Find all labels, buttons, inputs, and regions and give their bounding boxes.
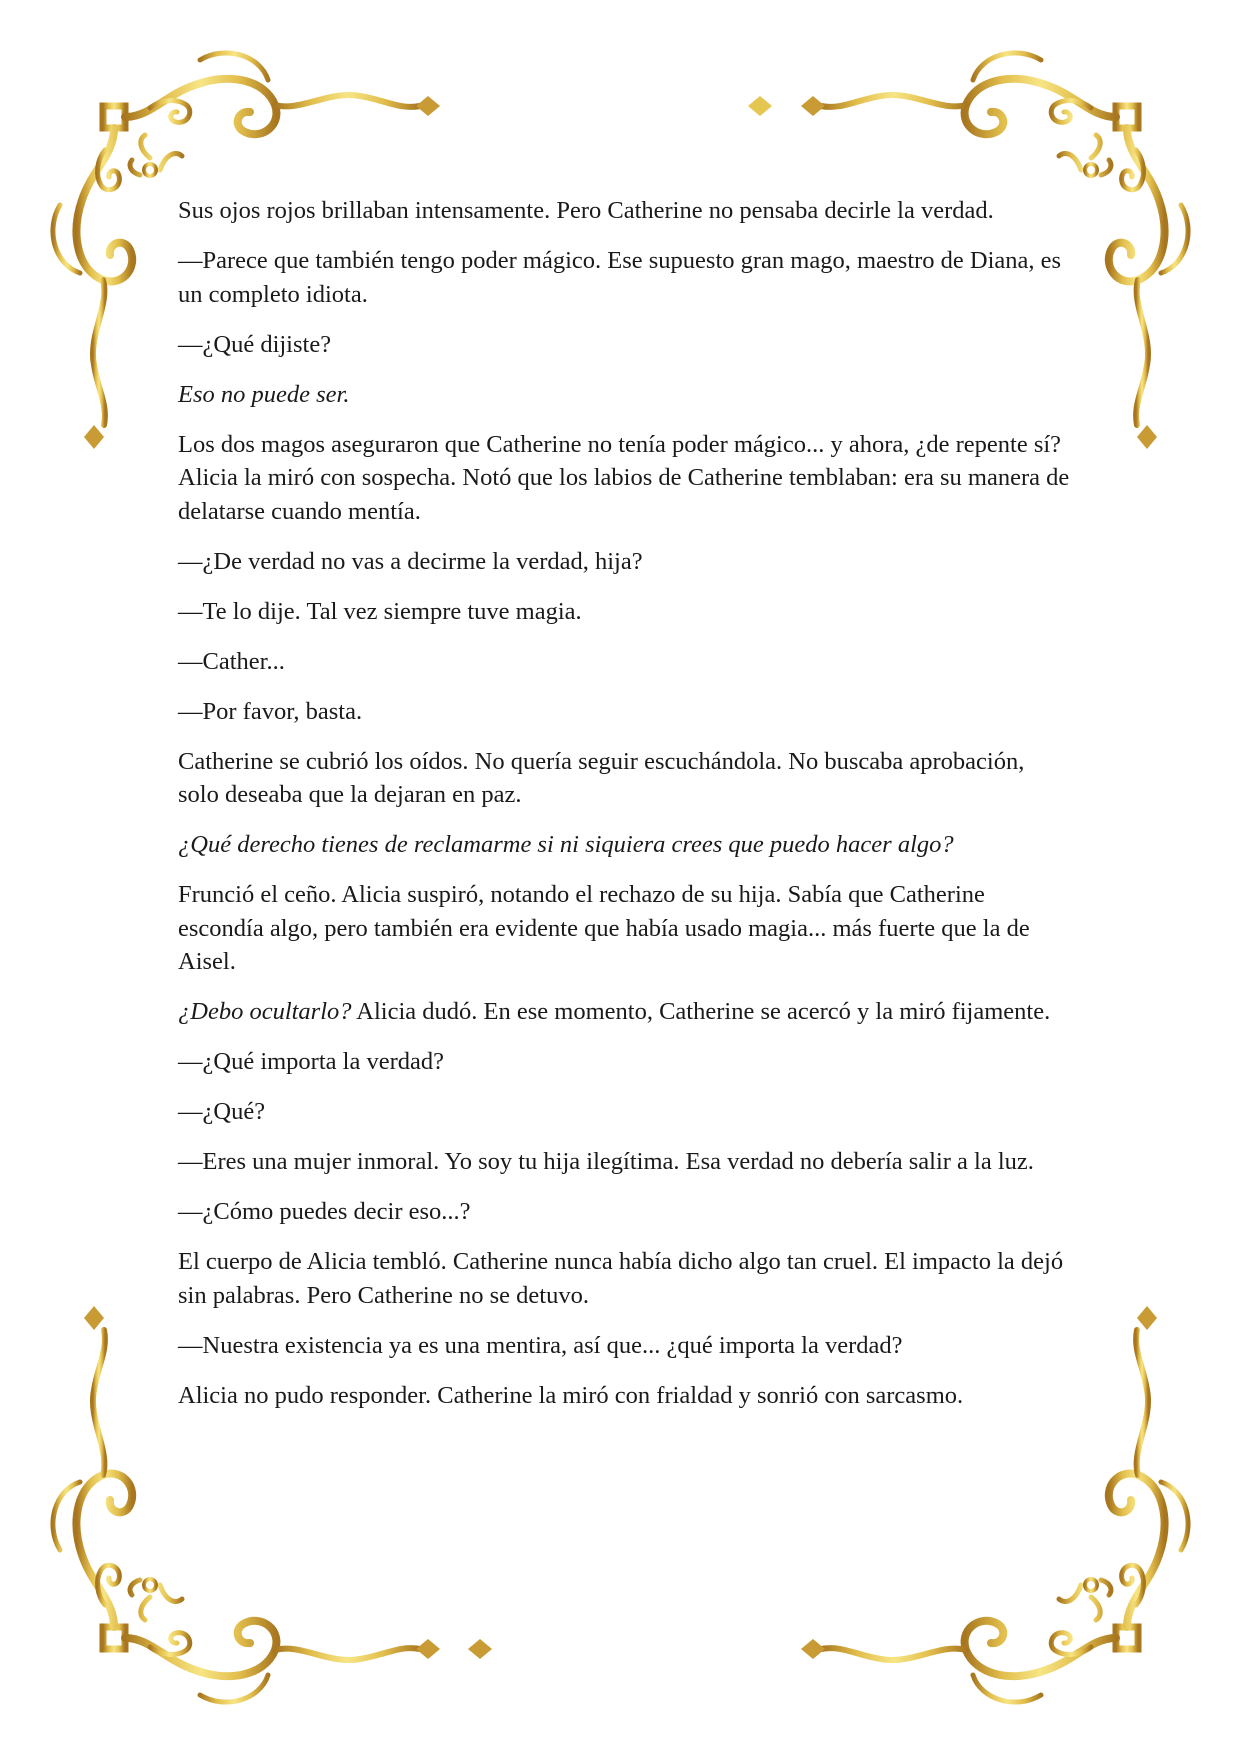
paragraph: —¿Qué? <box>178 1098 266 1125</box>
paragraph-thought: Eso no puede ser. <box>178 380 350 408</box>
paragraph: Los dos magos aseguraron que Catherine no tenía poder mágico... y ahora, ¿de repente sí? Alicia la miró con sospecha. Notó que los labios de Catherine temblaban: era su manera de delatarse cuando mentía. <box>178 430 1070 525</box>
narration-fragment: Alicia dudó. En ese momento, Catherine se acercó y la miró fijamente. <box>351 998 1051 1025</box>
paragraph: —¿De verdad no vas a decirme la verdad, hija? <box>178 547 643 575</box>
paragraph: El cuerpo de Alicia tembló. Catherine nunca había dicho algo tan cruel. El impacto la dejó sin palabras. Pero Catherine no se detuvo. <box>178 1248 1064 1309</box>
paragraph: Alicia no pudo responder. Catherine la miró con frialdad y sonrió con sarcasmo. <box>178 1381 964 1409</box>
paragraph: —Por favor, basta. <box>178 697 363 725</box>
paragraph: —Parece que también tengo poder mágico. Ese supuesto gran mago, maestro de Diana, es un completo idiota. <box>178 247 1062 308</box>
thought-fragment: ¿Debo ocultarlo? <box>178 998 352 1025</box>
paragraph: Catherine se cubrió los oídos. No quería seguir escuchándola. No buscaba aprobación, solo deseaba que la dejaran en paz. <box>178 747 1025 808</box>
paragraph: Frunció el ceño. Alicia suspiró, notando el rechazo de su hija. Sabía que Catherine escondía algo, pero también era evidente que había usado magia... más fuerte que la de Aisel. <box>178 881 1030 975</box>
paragraph: Sus ojos rojos brillaban intensamente. Pero Catherine no pensaba decirle la verdad. <box>178 197 994 224</box>
paragraph-mixed <box>178 995 1070 1029</box>
paragraph: —Nuestra existencia ya es una mentira, así que... ¿qué importa la verdad? <box>178 1331 903 1359</box>
paragraph: —¿Qué importa la verdad? <box>178 1048 444 1075</box>
paragraph: —Cather... <box>178 647 285 675</box>
paragraph-thought: ¿Qué derecho tienes de reclamarme si ni siquiera crees que puedo hacer algo? <box>178 831 954 858</box>
story-text <box>178 194 1070 1429</box>
paragraph: —Te lo dije. Tal vez siempre tuve magia. <box>178 597 582 625</box>
paragraph: —Eres una mujer inmoral. Yo soy tu hija ilegítima. Esa verdad no debería salir a la luz. <box>178 1148 1034 1175</box>
paragraph: —¿Cómo puedes decir eso...? <box>178 1198 471 1225</box>
paragraph: —¿Qué dijiste? <box>178 330 332 358</box>
